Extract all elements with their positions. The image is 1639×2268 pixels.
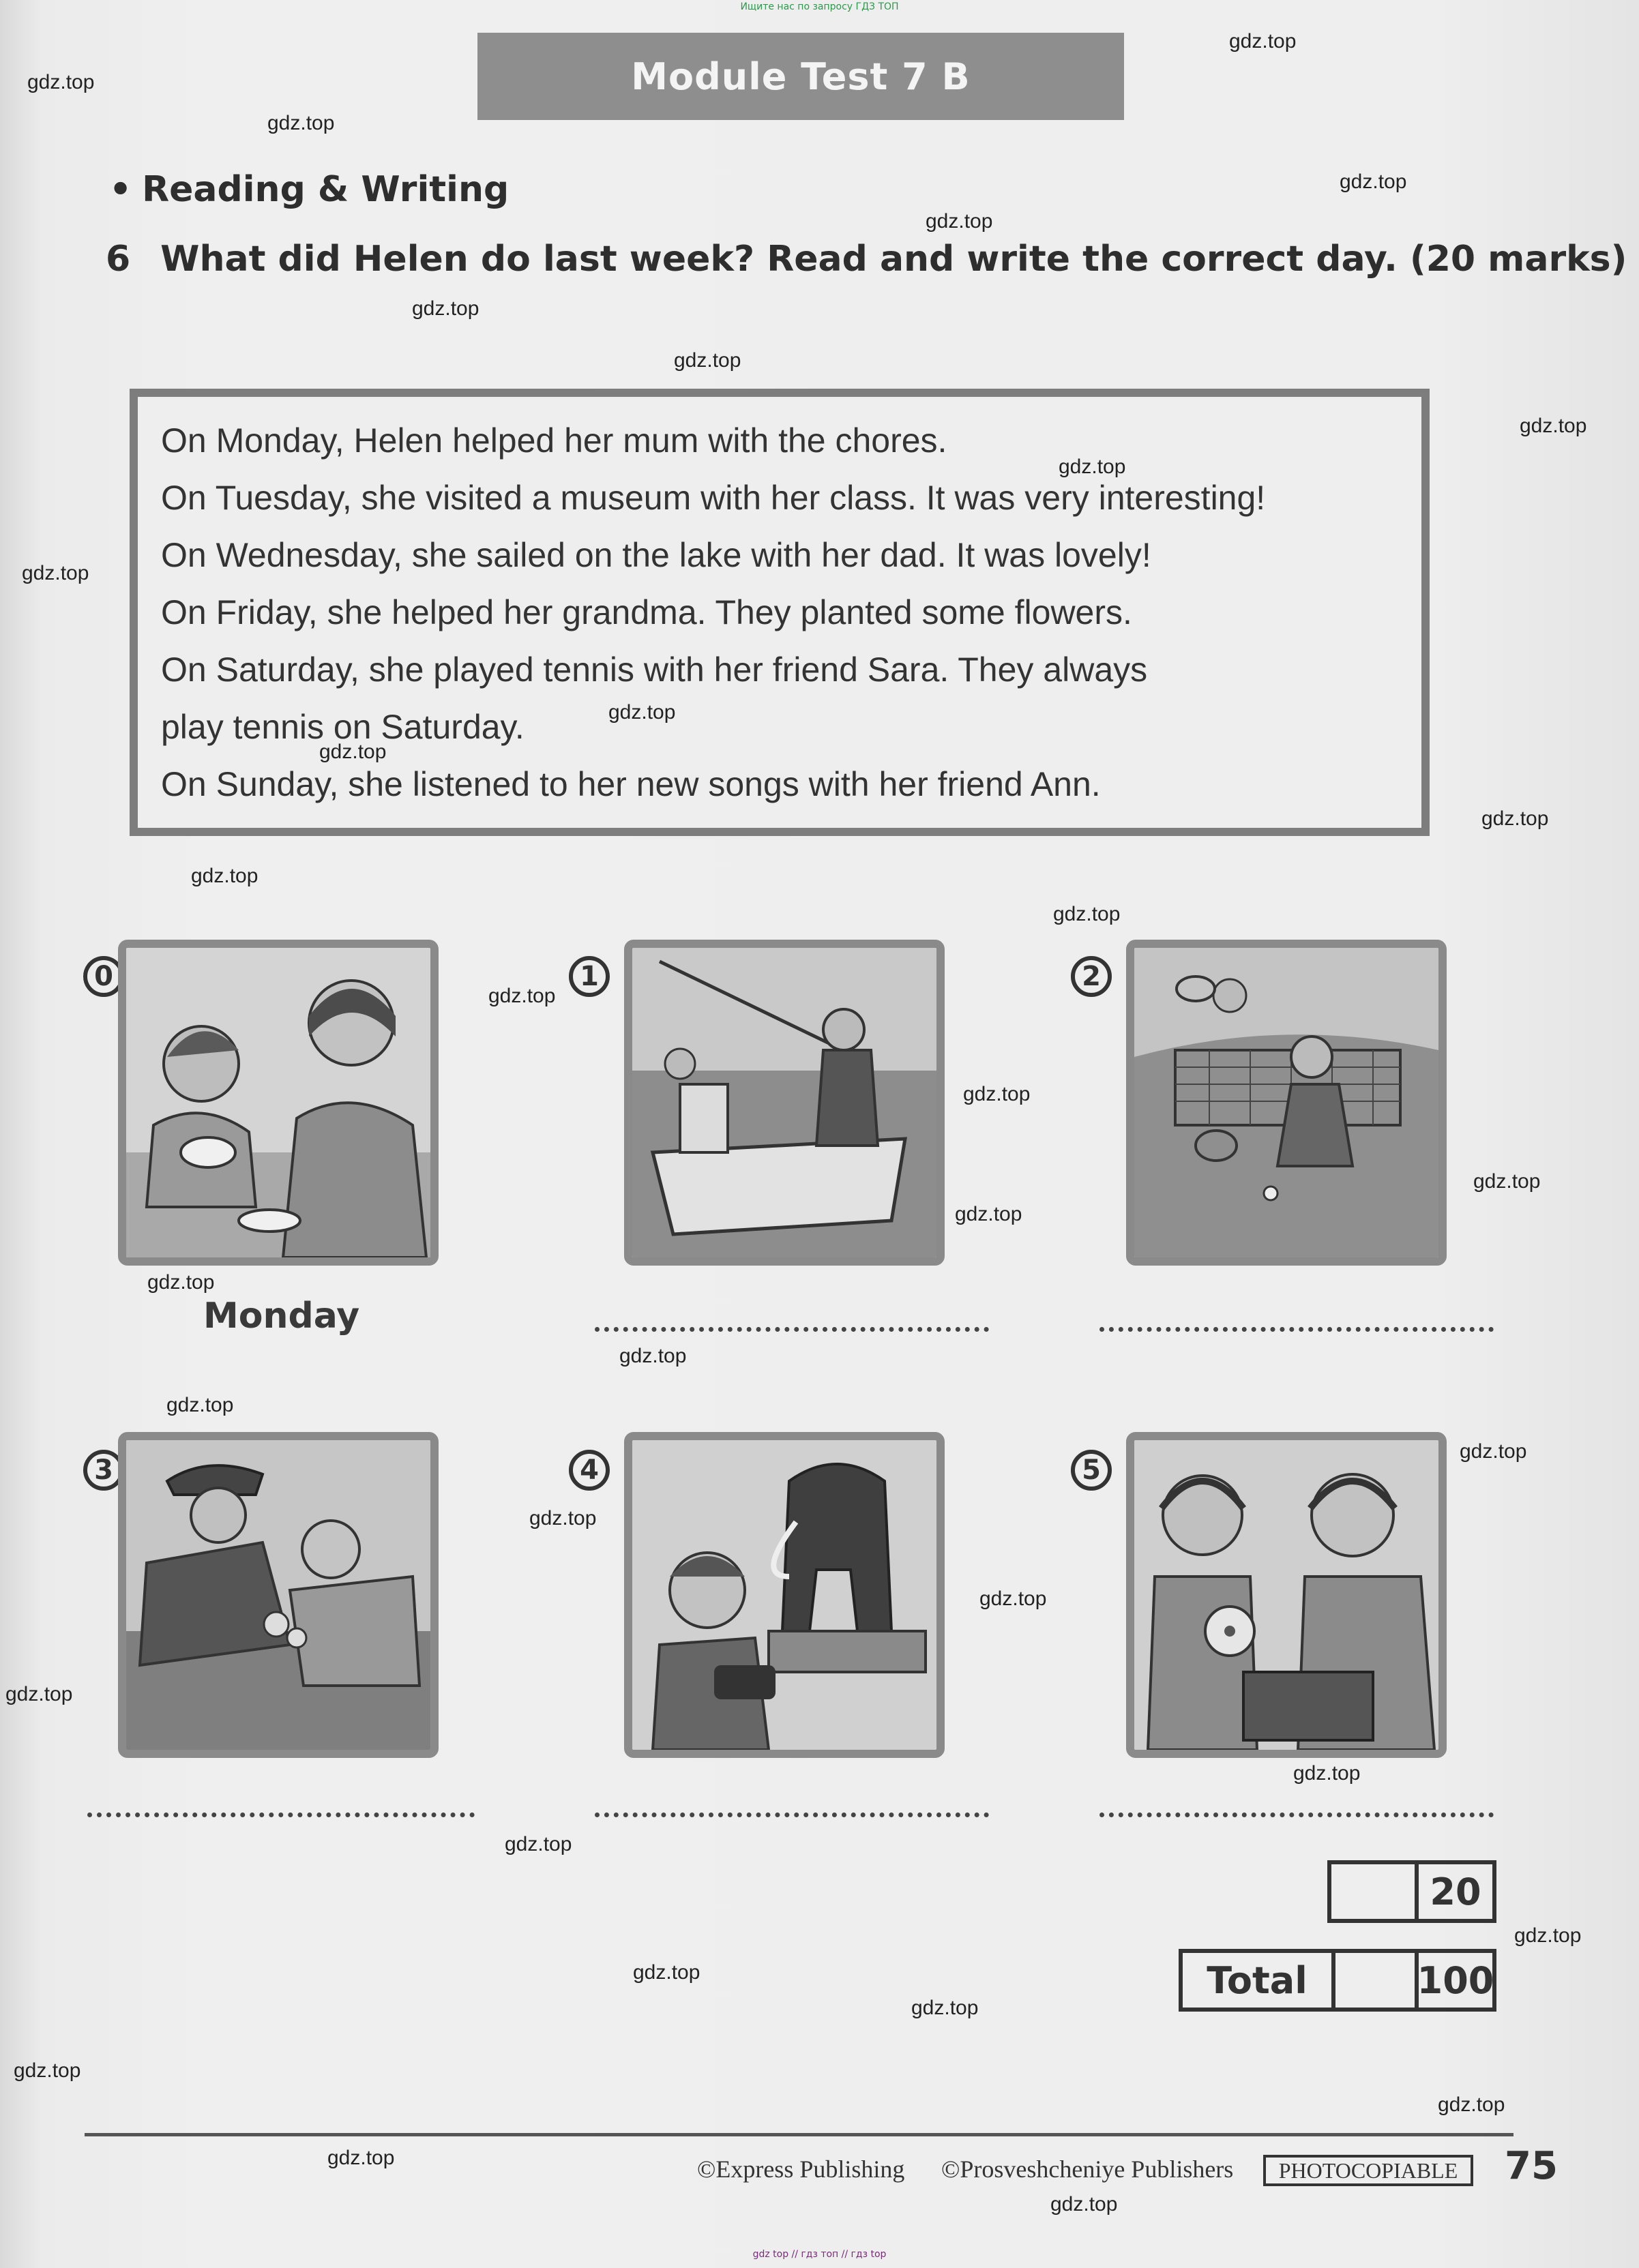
watermark: gdz.top (27, 71, 95, 93)
watermark: gdz.top (1438, 2093, 1505, 2116)
watermark: gdz.top (488, 985, 556, 1007)
watermark: gdz.top (1340, 170, 1407, 193)
total-input-cell[interactable] (1331, 1953, 1415, 2008)
watermark: gdz.top (412, 297, 479, 320)
sailing-picture-icon (624, 940, 945, 1266)
watermark: gdz.top (319, 741, 387, 763)
footer-divider (85, 2133, 1514, 2136)
chores-picture-icon (118, 940, 439, 1266)
watermark: gdz.top (1520, 415, 1587, 437)
reading-line: On Saturday, she played tennis with her friend Sara. They always (161, 651, 1148, 689)
footer-publisher-prosveshcheniye: ©Prosveshcheniye Publishers (941, 2155, 1234, 2183)
watermark: gdz.top (327, 2147, 395, 2169)
watermark: gdz.top (619, 1345, 687, 1367)
tennis-picture-icon (1126, 940, 1447, 1266)
total-label: Total (1207, 1958, 1308, 2002)
watermark: gdz.top (267, 112, 335, 134)
page-number: 75 (1505, 2144, 1558, 2188)
watermark: gdz.top (529, 1507, 597, 1530)
answer-line[interactable] (1099, 1323, 1494, 1332)
title-banner (477, 33, 1124, 120)
answer-example: Monday (203, 1296, 360, 1337)
watermark: gdz.top (674, 349, 741, 372)
watermark: gdz.top (1229, 30, 1297, 53)
bullet-icon: • (109, 169, 132, 210)
reading-line: On Monday, Helen helped her mum with the chores. (161, 421, 947, 460)
watermark: gdz.top (608, 701, 676, 723)
watermark: gdz.top (22, 562, 89, 584)
watermark: gdz.top (166, 1394, 234, 1416)
reading-line: On Wednesday, she sailed on the lake with her dad. It was lovely! (161, 536, 1151, 574)
watermark: gdz.top (979, 1587, 1047, 1610)
watermark: gdz.top (1460, 1440, 1527, 1463)
planting-picture-icon (118, 1432, 439, 1758)
section-heading (109, 169, 509, 210)
answer-line[interactable] (595, 1808, 989, 1817)
top-search-note: Ищите нас по запросу ГДЗ ТОП (740, 1, 899, 12)
watermark: gdz.top (963, 1083, 1031, 1105)
reading-line: On Friday, she helped her grandma. They planted some flowers. (161, 593, 1132, 631)
music-picture-icon (1126, 1432, 1447, 1758)
watermark: gdz.top (1050, 2193, 1118, 2215)
photocopiable-stamp: PHOTOCOPIABLE (1263, 2155, 1473, 2186)
picture-number: 4 (569, 1450, 610, 1491)
footer-publisher-express: ©Express Publishing (697, 2155, 905, 2183)
total-max: 100 (1415, 1953, 1492, 2008)
watermark: gdz.top (633, 1961, 700, 1984)
score-max: 20 (1415, 1864, 1492, 1919)
reading-line: On Sunday, she listened to her new songs with her friend Ann. (161, 765, 1101, 803)
picture-number: 1 (569, 956, 610, 997)
watermark: gdz.top (14, 2059, 81, 2082)
watermark: gdz.top (1293, 1762, 1361, 1785)
watermark: gdz.top (505, 1833, 572, 1855)
reading-line: On Tuesday, she visited a museum with her class. It was very interesting! (161, 479, 1266, 517)
watermark: gdz.top (926, 210, 993, 233)
answer-line[interactable] (595, 1323, 989, 1332)
watermark: gdz.top (191, 865, 259, 887)
task-number: 6 (106, 239, 131, 280)
picture-number: 2 (1071, 956, 1112, 997)
reading-line: play tennis on Saturday. (161, 708, 525, 746)
picture-number: 0 (83, 956, 124, 997)
watermark: gdz.top (1514, 1924, 1582, 1947)
reading-text-box (130, 389, 1430, 836)
bottom-site-note: gdz top // гдз топ // гдз top (752, 2249, 887, 2260)
museum-picture-icon (624, 1432, 945, 1758)
picture-number: 3 (83, 1450, 124, 1491)
watermark: gdz.top (1059, 456, 1126, 478)
watermark: gdz.top (955, 1203, 1022, 1225)
task-text: What did Helen do last week? Read and write the correct day. (20 marks) (160, 239, 1627, 280)
watermark: gdz.top (5, 1683, 73, 1705)
watermark: gdz.top (911, 1997, 979, 2019)
picture-number: 5 (1071, 1450, 1112, 1491)
page-title: Module Test 7 B (631, 55, 971, 98)
watermark: gdz.top (1473, 1170, 1541, 1193)
answer-line[interactable] (87, 1808, 475, 1817)
task-instruction (106, 239, 1627, 280)
section-score-box (1327, 1860, 1496, 1923)
watermark: gdz.top (1481, 807, 1549, 830)
total-score-box (1179, 1949, 1496, 2012)
score-input-cell[interactable] (1331, 1864, 1415, 1919)
watermark: gdz.top (147, 1271, 215, 1294)
section-label: Reading & Writing (142, 169, 510, 210)
watermark: gdz.top (1053, 903, 1121, 925)
answer-line[interactable] (1099, 1808, 1494, 1817)
